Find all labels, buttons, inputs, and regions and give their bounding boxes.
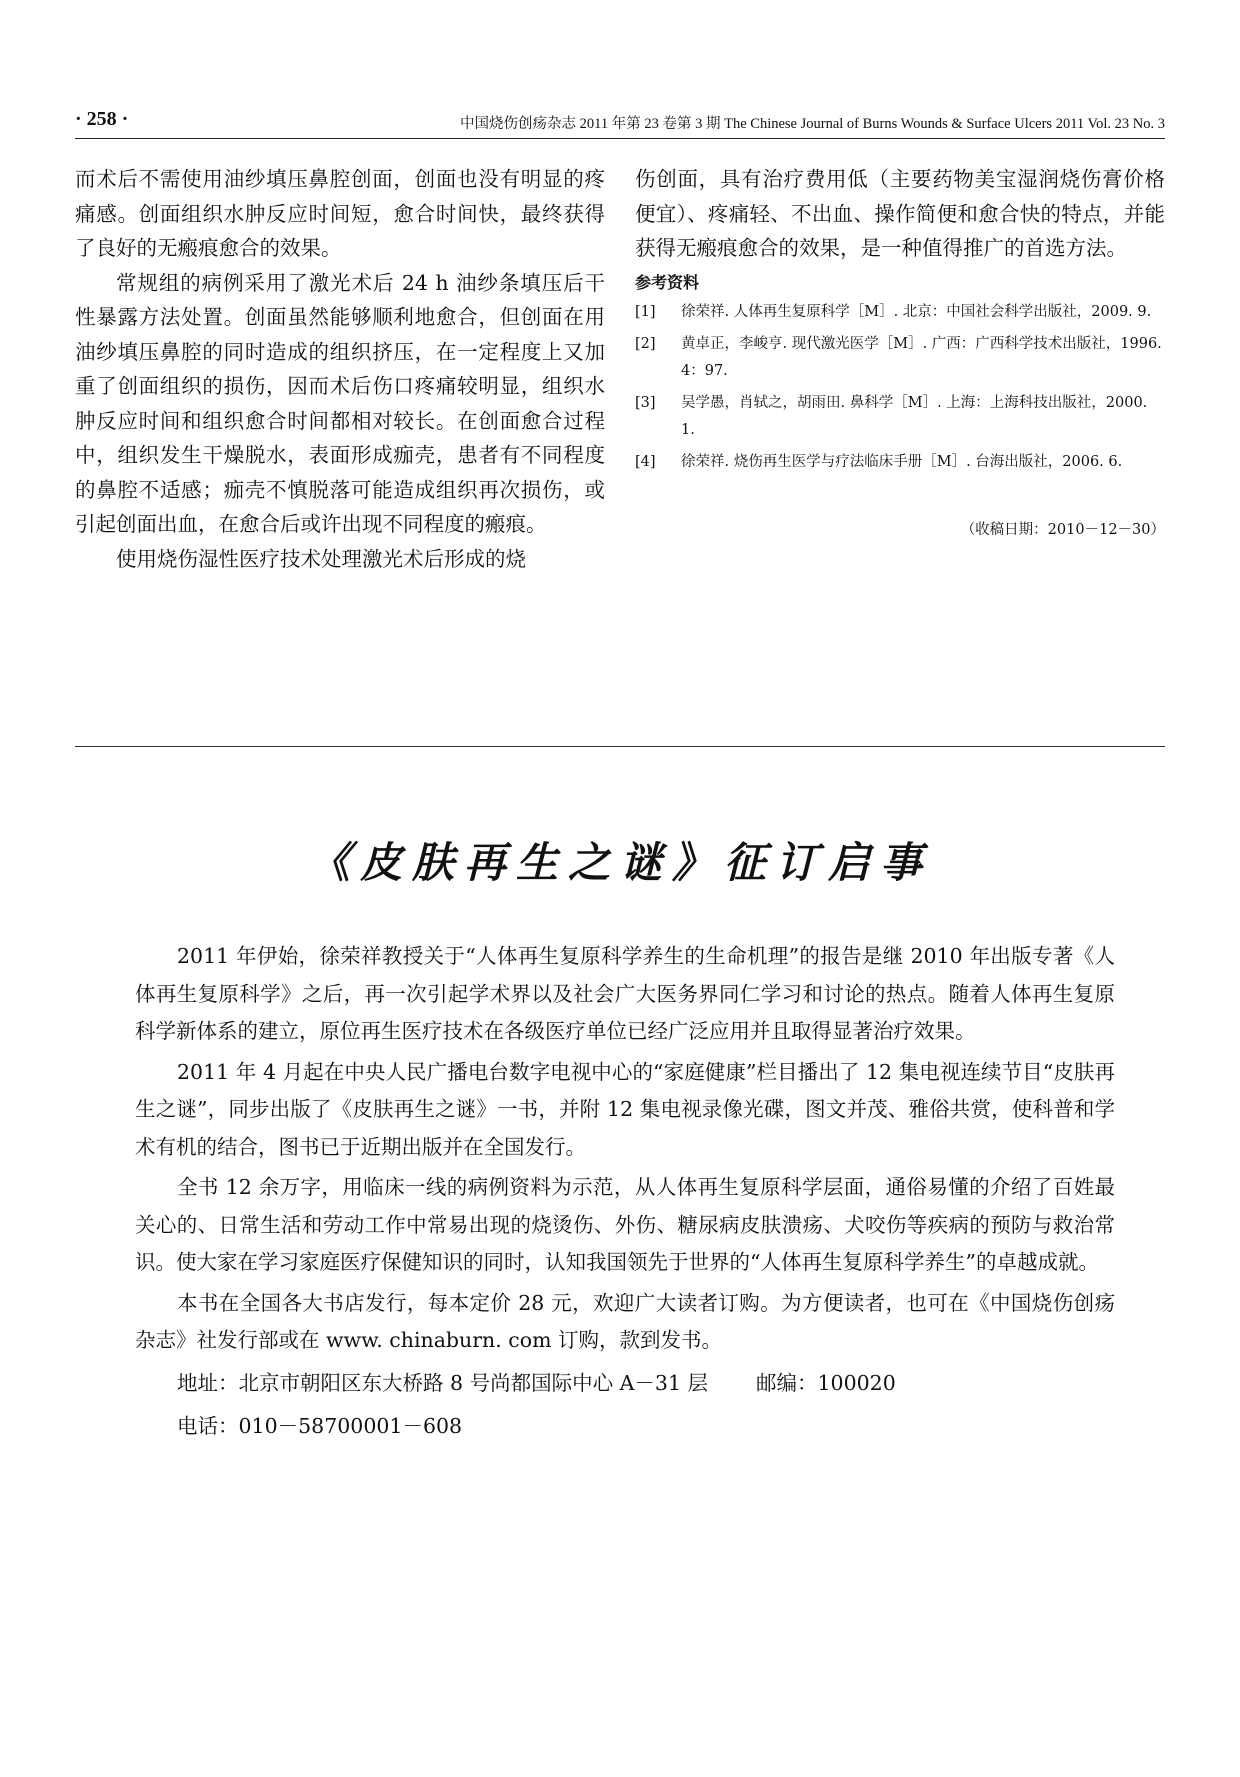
address: 地址：北京市朝阳区东大桥路 8 号尚都国际中心 A－31 层 bbox=[177, 1370, 708, 1395]
left-paragraph-1: 而术后不需使用油纱填压鼻腔创面，创面也没有明显的疼痛感。创面组织水肿反应时间短，愈合时间快，最终获得了良好的无瘢痕愈合的效果。 bbox=[75, 167, 605, 260]
reference-text: 黄卓正，李峻亨. 现代激光医学［M］. 广西：广西科学技术出版社，1996. 4：97. bbox=[681, 335, 1162, 379]
notice-paragraph-1: 2011 年伊始，徐荣祥教授关于“人体再生复原科学养生的生命机理”的报告是继 2010 年出版专著《人体再生复原科学》之后，再一次引起学术界以及社会广大医务界同仁学习和讨论的热点。随着人体再生复原科学新体系的建立，原位再生医疗技术在各级医疗单位已经广泛应用并且取得显著治疗效果。 bbox=[135, 944, 1115, 1043]
notice-title: 《皮肤再生之谜》征订启事 bbox=[307, 838, 932, 887]
reference-item bbox=[635, 299, 1165, 326]
left-paragraph-3: 使用烧伤湿性医疗技术处理激光术后形成的烧 bbox=[116, 546, 526, 571]
postcode: 邮编：100020 bbox=[756, 1370, 896, 1395]
left-paragraph-2: 常规组的病例采用了激光术后 24 h 油纱条填压后干性暴露方法处置。创面虽然能够顺利地愈合，但创面在用油纱填压鼻腔的同时造成的组织挤压，在一定程度上又加重了创面组织的损伤，因而术后伤口疼痛较明显，组织水肿反应时间和组织愈合时间都相对较长。在创面愈合过程中，组织发生干燥脱水，表面形成痂壳，患者有不同程度的鼻腔不适感；痂壳不慎脱落可能造成组织再次损伤，或引起创面出血，在愈合后或许出现不同程度的瘢痕。 bbox=[75, 270, 605, 536]
phone-line bbox=[135, 1406, 1115, 1446]
reference-number: [4] bbox=[635, 453, 656, 470]
reference-text: 徐荣祥. 烧伤再生医学与疗法临床手册［M］. 台海出版社，2006. 6. bbox=[681, 453, 1123, 470]
right-column bbox=[635, 162, 1165, 539]
notice-paragraph-2: 2011 年 4 月起在中央人民广播电台数字电视中心的“家庭健康”栏目播出了 12 集电视连续节目“皮肤再生之谜”，同步出版了《皮肤再生之谜》一书，并附 12 集电视录像光碟，图文并茂、雅俗共赏，使科普和学术有机的结合，图书已于近期出版并在全国发行。 bbox=[135, 1059, 1115, 1159]
address-line bbox=[135, 1363, 1115, 1403]
reference-number: [1] bbox=[635, 303, 656, 320]
references-title: 参考资料 bbox=[635, 272, 700, 292]
notice-body bbox=[135, 938, 1115, 1446]
phone: 电话：010－58700001－608 bbox=[177, 1413, 463, 1438]
running-head: 中国烧伤创疡杂志 2011 年第 23 卷第 3 期 The Chinese Journal of Burns Wounds & Surface Ulcers 2011 Vol. 23 No. 3 bbox=[460, 116, 1165, 132]
page-header bbox=[75, 108, 1165, 138]
reference-number: [2] bbox=[635, 335, 656, 352]
left-column bbox=[75, 162, 605, 576]
references-list bbox=[635, 299, 1165, 476]
header-rule bbox=[75, 138, 1165, 139]
reference-item bbox=[635, 449, 1165, 476]
reference-text: 徐荣祥. 人体再生复原科学［M］. 北京：中国社会科学出版社，2009. 9. bbox=[681, 303, 1152, 320]
reference-text: 吴学愚，肖轼之，胡雨田. 鼻科学［M］. 上海：上海科技出版社，2000. 1. bbox=[681, 394, 1148, 438]
notice-paragraph-4: 本书在全国各大书店发行，每本定价 28 元，欢迎广大读者订购。为方便读者，也可在《中国烧伤创疡杂志》社发行部或在 www. chinaburn. com 订购，款到发书。 bbox=[135, 1290, 1115, 1352]
received-date: （收稿日期：2010－12－30） bbox=[960, 521, 1165, 538]
right-paragraph: 伤创面，具有治疗费用低（主要药物美宝湿润烧伤膏价格便宜）、疼痛轻、不出血、操作简便和愈合快的特点，并能获得无瘢痕愈合的效果，是一种值得推广的首选方法。 bbox=[635, 167, 1165, 260]
notice-paragraph-3: 全书 12 余万字，用临床一线的病例资料为示范，从人体再生复原科学层面，通俗易懂的介绍了百姓最关心的、日常生活和劳动工作中常易出现的烧烫伤、外伤、糖尿病皮肤溃疡、犬咬伤等疾病的预防与救治常识。使大家在学习家庭医疗保健知识的同时，认知我国领先于世界的“人体再生复原科学养生”的卓越成就。 bbox=[135, 1175, 1115, 1274]
reference-item bbox=[635, 331, 1165, 385]
reference-number: [3] bbox=[635, 394, 656, 411]
page-number: · 258 · bbox=[75, 108, 129, 130]
reference-item bbox=[635, 390, 1165, 444]
section-divider bbox=[75, 746, 1165, 747]
